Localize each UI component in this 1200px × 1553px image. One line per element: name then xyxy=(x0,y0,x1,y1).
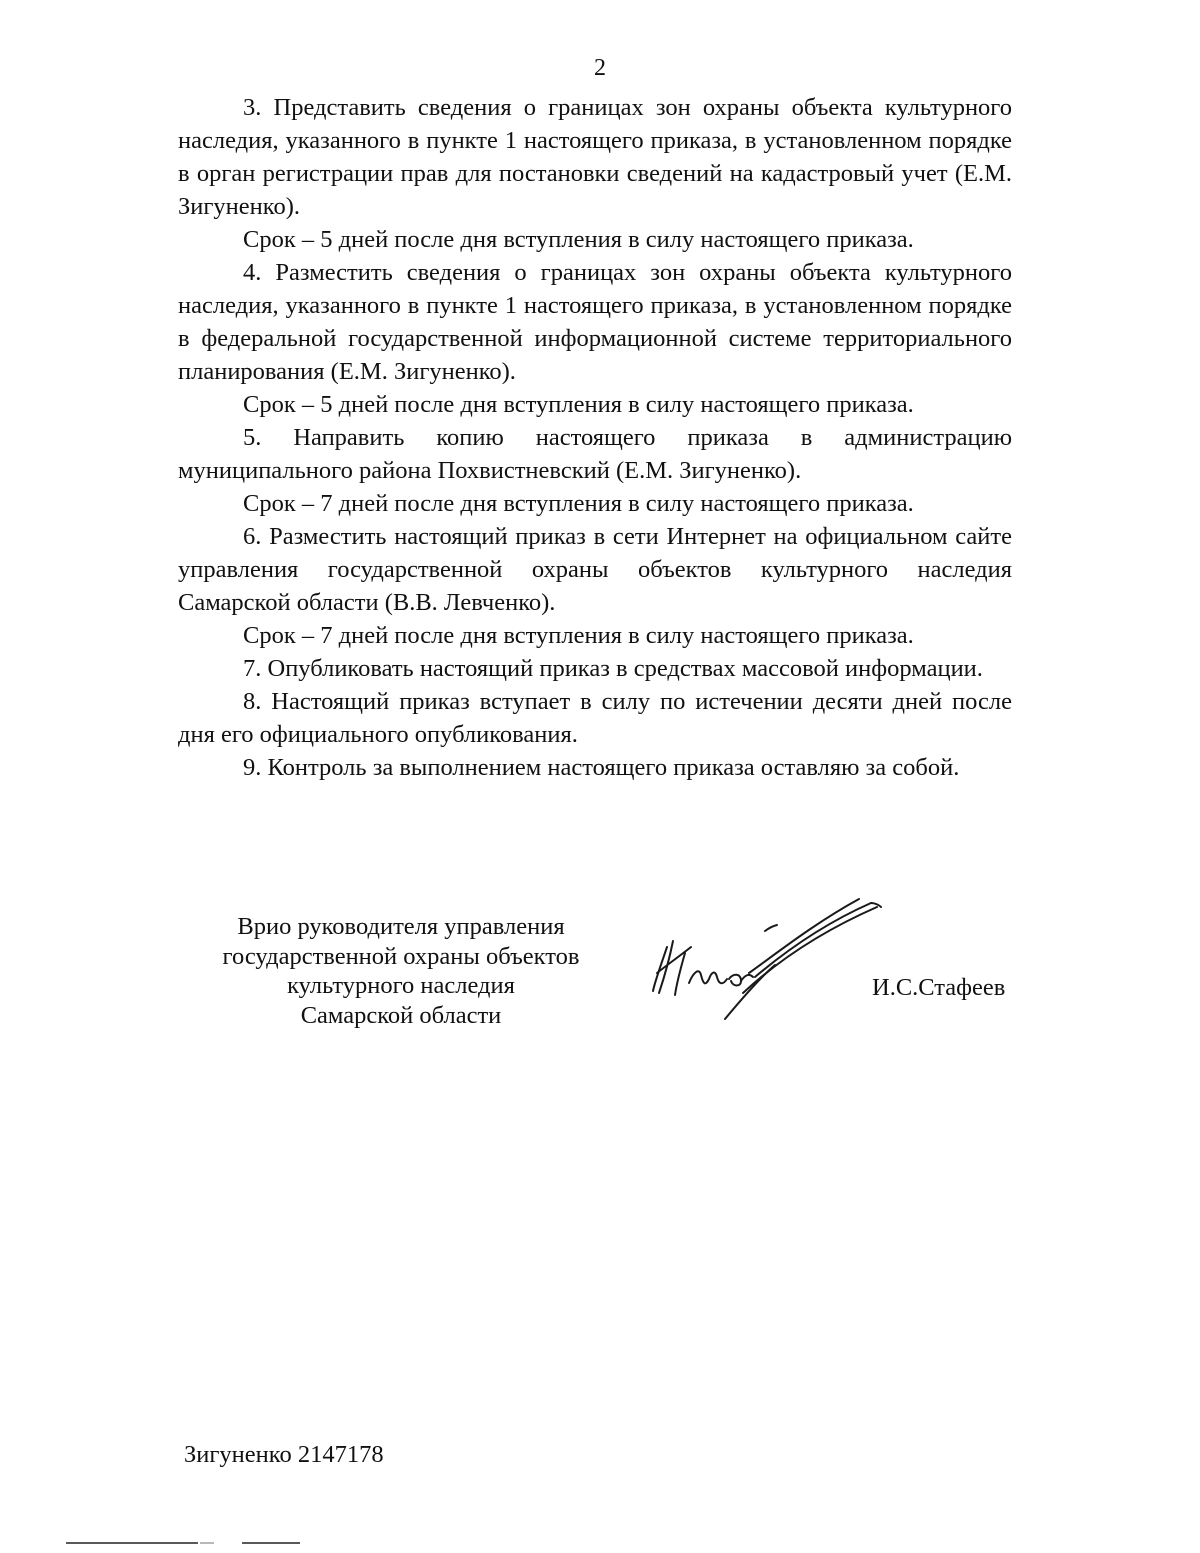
signatory-position-line: культурного наследия xyxy=(287,972,515,999)
paragraph-item-3: 3. Представить сведения о границах зон охраны объекта культурного наследия, указанного в пункте 1 настоящего приказа, в установленном порядке в орган регистрации прав для постановки сведений на кадастровый учет (Е.М. Зигуненко). xyxy=(178,94,1012,220)
deadline-item-4: Срок – 5 дней после дня вступления в силу настоящего приказа. xyxy=(243,391,914,418)
paragraph-item-8: 8. Настоящий приказ вступает в силу по истечении десяти дней после дня его официального опубликования. xyxy=(178,688,1012,748)
signatory-position xyxy=(196,912,606,1030)
paragraph-item-5: 5. Направить копию настоящего приказа в администрацию муниципального района Похвистневский (Е.М. Зигуненко). xyxy=(178,424,1012,484)
executor-info: Зигуненко 2147178 xyxy=(184,1441,384,1468)
deadline-item-6: Срок – 7 дней после дня вступления в силу настоящего приказа. xyxy=(243,622,914,649)
signatory-position-line: Самарской области xyxy=(300,1001,502,1029)
signatory-position-line: государственной охраны объектов xyxy=(222,942,580,970)
footer-rule-lines xyxy=(66,1537,326,1549)
paragraph-item-4: 4. Разместить сведения о границах зон охраны объекта культурного наследия, указанного в пункте 1 настоящего приказа, в установленном порядке в федеральной государственной информационной системе территориального планирования (Е.М. Зигуненко). xyxy=(178,259,1012,385)
deadline-item-5: Срок – 7 дней после дня вступления в силу настоящего приказа. xyxy=(243,490,914,517)
signatory-position-line: Врио руководителя управления xyxy=(237,913,565,940)
paragraph-item-7: 7. Опубликовать настоящий приказ в средствах массовой информации. xyxy=(243,655,983,682)
signatory-name: И.С.Стафеев xyxy=(872,974,1006,1001)
paragraph-item-9: 9. Контроль за выполнением настоящего приказа оставляю за собой. xyxy=(243,754,960,781)
handwritten-signature-icon xyxy=(645,895,885,1020)
order-body xyxy=(178,91,1012,784)
deadline-item-3: Срок – 5 дней после дня вступления в силу настоящего приказа. xyxy=(243,226,914,253)
page-number: 2 xyxy=(594,55,606,81)
paragraph-item-6: 6. Разместить настоящий приказ в сети Интернет на официальном сайте управления государственной охраны объектов культурного наследия Самарской области (В.В. Левченко). xyxy=(178,523,1012,616)
